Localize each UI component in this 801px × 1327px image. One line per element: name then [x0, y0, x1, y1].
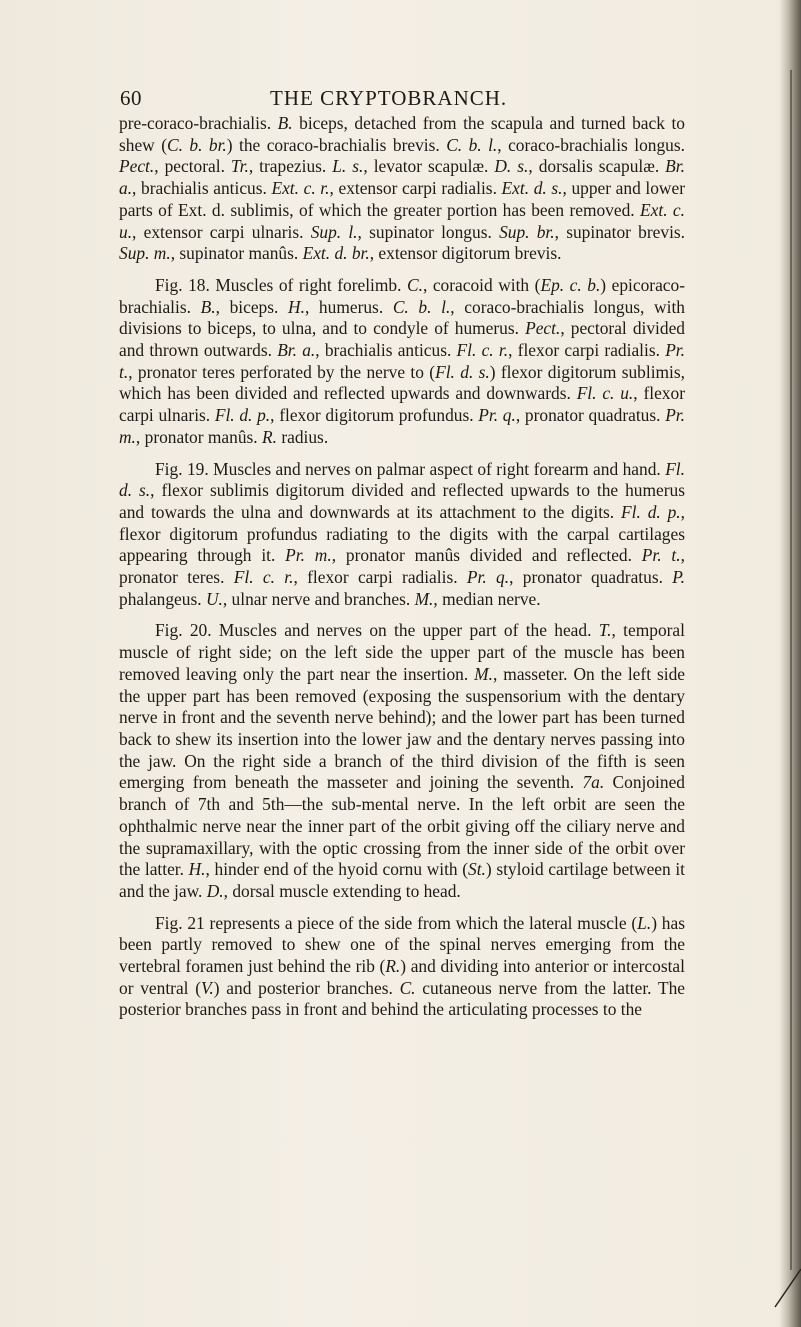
text-run: , upper and lower parts of Ext. d. sublimis, of which the greater portion has been removed. — [119, 178, 685, 220]
text-run: , flexor digitorum profundus. — [270, 405, 479, 426]
text-run: phalangeus. — [119, 588, 206, 609]
abbreviation: Br. a. — [277, 340, 316, 361]
abbreviation: P. — [672, 567, 685, 588]
abbreviation: St. — [468, 859, 486, 880]
abbreviation: Pect. — [525, 318, 561, 339]
abbreviation: Pect. — [119, 156, 155, 177]
abbreviation: Pr. m. — [119, 405, 685, 447]
text-run: , pronator quadratus. — [509, 567, 673, 588]
text-run: , flexor carpi radialis. — [293, 567, 467, 588]
text-run: , flexor sublimis digitorum divided and reflected upwards to the humerus and towards the ulna and downwards at its attachment to the digits. — [119, 480, 685, 522]
abbreviation: C. b. br. — [166, 134, 227, 155]
abbreviation: Fl. d. s. — [435, 361, 490, 382]
text-run: , supinator manûs. — [170, 243, 303, 264]
abbreviation: D. — [206, 880, 224, 901]
abbreviation: Fl. d. p. — [621, 501, 681, 522]
abbreviation: V. — [201, 977, 214, 998]
abbreviation: Pr. t. — [641, 545, 681, 566]
text-run: , pronator manûs. — [135, 426, 262, 447]
text-run: ) and posterior branches. — [213, 977, 400, 998]
paragraph-fig-21 — [119, 913, 685, 1022]
text-run: , levator scapulæ. — [363, 156, 495, 177]
text-run: , supinator longus. — [357, 221, 500, 242]
abbreviation: M. — [474, 663, 493, 684]
page-header — [120, 86, 680, 116]
abbreviation: C. — [406, 274, 423, 295]
text-run: ) flexor digitorum sublimis, which has been divided and reflected upwards and downwards. — [119, 361, 685, 404]
abbreviation: Fl. c. r. — [233, 567, 294, 588]
abbreviation: Sup. br. — [499, 221, 555, 242]
text-run: , coraco-brachialis longus. — [497, 134, 685, 155]
abbreviation: Fl. c. r. — [456, 340, 509, 361]
text-run: , dorsalis scapulæ. — [528, 156, 666, 177]
paragraph-fig-19 — [119, 459, 685, 611]
running-title: THE CRYPTOBRANCH. — [270, 86, 508, 110]
text-run: , pronator manûs divided and reflected. — [331, 545, 642, 566]
text-run: Fig. 19. Muscles and nerves on palmar aspect of right forearm and hand. — [155, 458, 666, 479]
abbreviation: Fl. c. u. — [576, 383, 634, 404]
abbreviation: Pr. q. — [466, 567, 510, 588]
abbreviation: L. — [637, 912, 652, 933]
text-run: , pronator teres perforated by the nerve to ( — [128, 361, 436, 382]
text-run: ) and dividing into anterior or intercostal or ventral ( — [119, 956, 685, 998]
abbreviation: Ext. c. r. — [271, 178, 330, 199]
paragraph-fig-18 — [119, 275, 685, 449]
abbreviation: B. — [200, 296, 216, 317]
text-run: , pronator teres. — [119, 545, 685, 588]
abbreviation: Pr. m. — [285, 545, 332, 566]
page-edge-line — [790, 70, 792, 1270]
abbreviation: D. s. — [494, 156, 529, 177]
abbreviation: L. s. — [332, 156, 364, 177]
text-run: ) styloid cartilage between it and the jaw. — [119, 859, 685, 901]
text-run: , hinder end of the hyoid cornu with ( — [205, 859, 469, 880]
text-run: , extensor carpi radialis. — [329, 178, 502, 199]
abbreviation: Ext. d. s. — [501, 178, 563, 199]
abbreviation: Pr. q. — [478, 405, 516, 426]
text-run: , brachialis anticus. — [315, 340, 457, 361]
text-run: , pectoral divided and thrown outwards. — [119, 318, 685, 361]
abbreviation: Sup. m. — [119, 243, 171, 264]
abbreviation: Sup. l. — [310, 221, 358, 242]
text-run: , biceps. — [215, 296, 289, 317]
abbreviation: Fl. d. p. — [214, 405, 271, 426]
text-run: , flexor carpi radialis. — [508, 340, 666, 361]
abbreviation: C. b. l. — [392, 296, 451, 317]
text-run: , masseter. On the left side the upper part has been removed (exposing the suspensorium with the dentary nerve in front and the seventh nerve behind); and the lower part has been turned back to shew its insertion into the lower jaw and the dentary nerves passing into the jaw. On the right side a branch of the third division of the fifth is seen emerging from beneath the masseter and joining the seventh. — [119, 663, 685, 793]
text-run: ) epicoraco-brachialis. — [119, 274, 685, 317]
text-run: , supinator brevis. — [554, 221, 686, 242]
abbreviation: Ep. c. b. — [540, 274, 601, 295]
abbreviation: B. — [277, 113, 293, 133]
abbreviation: M. — [414, 588, 434, 609]
text-run: , coraco-brachialis longus, with divisions to biceps, to ulna, and to condyle of humerus. — [119, 296, 685, 339]
text-run: , dorsal muscle extending to head. — [223, 880, 461, 901]
abbreviation: U. — [205, 588, 223, 609]
text-run: , coracoid with ( — [422, 274, 541, 295]
abbreviation: Tr. — [230, 156, 249, 177]
abbreviation: R. — [261, 426, 277, 447]
text-run: biceps, detached from the scapula and turned back to shew ( — [119, 113, 685, 155]
text-run: Fig. 21 represents a piece of the side from which the lateral muscle ( — [155, 912, 638, 933]
abbreviation: 7a. — [582, 772, 605, 793]
text-run: ) has been partly removed to shew one of the spinal nerves emerging from the vertebral foramen just behind the rib ( — [119, 912, 685, 977]
abbreviation: H. — [188, 859, 206, 880]
paragraph-fig-20 — [119, 620, 685, 902]
text-run: Conjoined branch of 7th and 5th—the sub-mental nerve. In the left orbit are seen the ophthalmic nerve near the inner part of the orbit giving off the ciliary nerve and the supramaxillary, with the optic crossing from the inner side of the orbit over the latter. — [119, 772, 685, 880]
text-run: , brachialis anticus. — [132, 178, 272, 199]
text-run: , humerus. — [304, 296, 393, 317]
text-run: , trapezius. — [248, 156, 333, 177]
text-run: , pronator quadratus. — [515, 405, 666, 426]
text-run: , temporal muscle of right side; on the left side the upper part of the muscle has been removed leaving only the part near the insertion. — [119, 620, 685, 684]
abbreviation: Ext. d. br. — [302, 243, 370, 264]
body-text — [119, 113, 685, 1021]
text-run: , median nerve. — [433, 588, 541, 609]
text-run: cutaneous nerve from the latter. The posterior branches pass in front and behind the articulating processes to the — [119, 977, 685, 1020]
abbreviation: Ext. c. u. — [119, 199, 685, 242]
abbreviation: H. — [288, 296, 305, 317]
corner-fold-mark — [771, 1267, 801, 1327]
abbreviation: T. — [598, 620, 612, 641]
text-run: Fig. 18. Muscles of right forelimb. — [155, 274, 407, 295]
paragraph-continuation — [119, 113, 685, 265]
abbreviation: R. — [385, 956, 401, 977]
abbreviation: Pr. t. — [119, 340, 685, 382]
text-run: , flexor digitorum profundus radiating to the digits with the carpal cartilages appearing through it. — [119, 501, 686, 566]
text-run: , flexor carpi ulnaris. — [119, 383, 685, 426]
text-run: radius. — [276, 426, 329, 447]
abbreviation: C. — [399, 977, 416, 998]
text-run: Fig. 20. Muscles and nerves on the upper part of the head. — [155, 620, 599, 641]
text-run: , extensor carpi ulnaris. — [132, 221, 311, 242]
text-run: , ulnar nerve and branches. — [222, 588, 415, 609]
text-run: ) the coraco-brachialis brevis. — [226, 134, 447, 155]
text-run: , pectoral. — [154, 156, 231, 177]
page-number: 60 — [120, 86, 142, 110]
abbreviation: Fl. d. s. — [119, 458, 685, 501]
text-run: , extensor digitorum brevis. — [369, 243, 562, 264]
text-run: pre-coraco-brachialis. — [119, 113, 278, 133]
abbreviation: C. b. l. — [446, 134, 498, 155]
abbreviation: Br. a. — [119, 156, 685, 199]
